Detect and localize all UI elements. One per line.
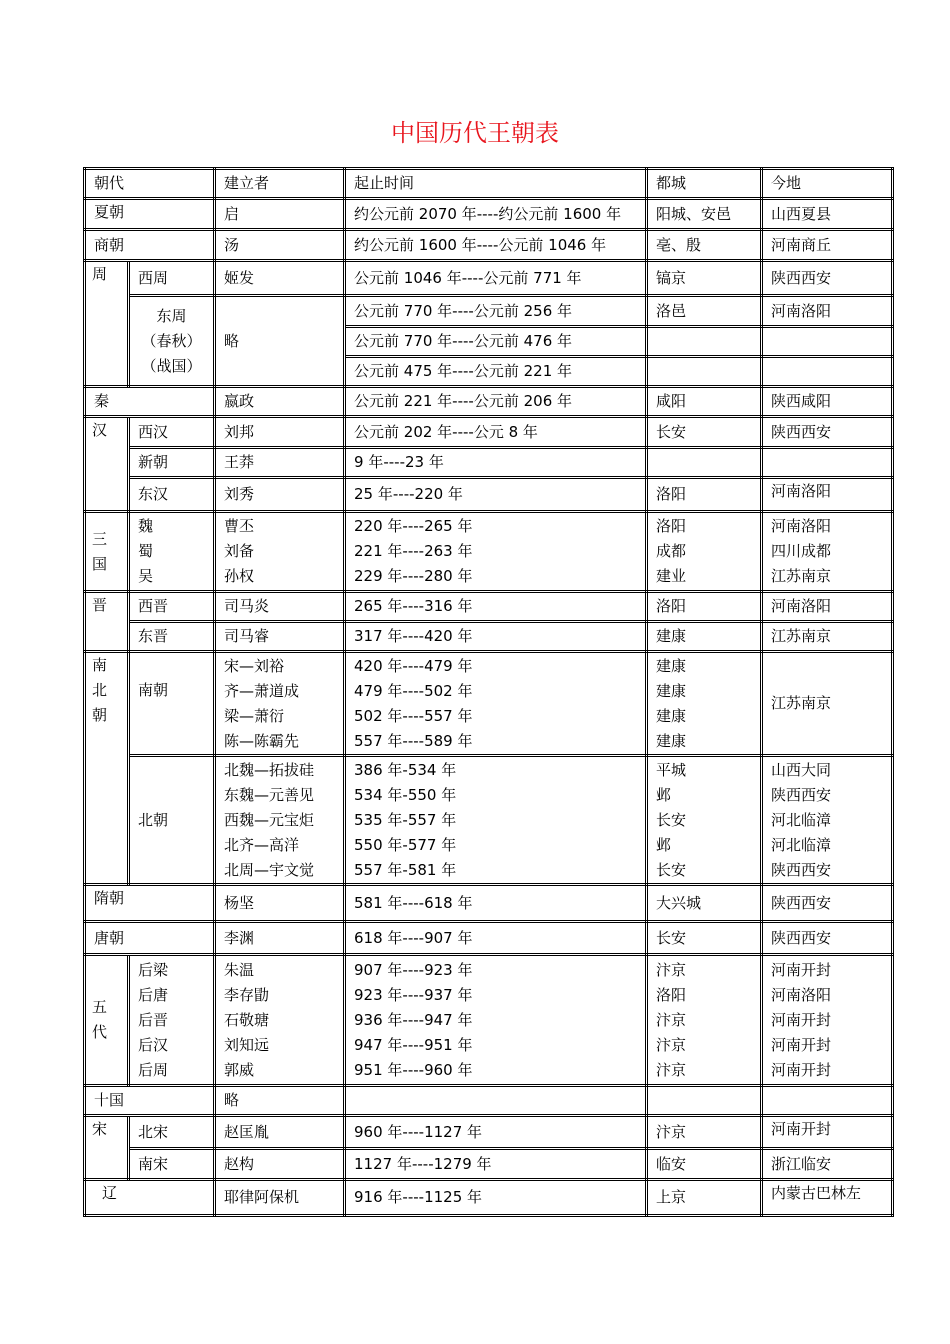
sub-dynasty-cell: 西汉: [129, 417, 215, 448]
capital-cell: 洛阳: [647, 592, 762, 622]
today-cell: [762, 357, 893, 387]
period-cell: 公元前 770 年----公元前 476 年: [345, 327, 647, 357]
capital-cell: 建康: [647, 622, 762, 652]
capital-cell: [647, 448, 762, 478]
founder-cell: 北魏—拓拔硅 东魏—元善见 西魏—元宝炬 北齐—高洋 北周—宇文觉: [215, 756, 345, 885]
dynasty-cell: 唐朝: [85, 922, 215, 955]
founder-cell: 朱温 李存勖 石敬瑭 刘知远 郭威: [215, 955, 345, 1086]
dynasty-cell: 十国: [85, 1086, 215, 1116]
founder-cell: 汤: [215, 230, 345, 261]
capital-cell: 洛阳: [647, 478, 762, 512]
table-row: [85, 448, 893, 478]
period-cell: 9 年----23 年: [345, 448, 647, 478]
period-cell: 317 年----420 年: [345, 622, 647, 652]
capital-cell: 镐京: [647, 261, 762, 296]
group-cell: 汉: [85, 417, 129, 512]
capital-cell: 平城 邺 长安 邺 长安: [647, 756, 762, 885]
sub-dynasty-cell: 东晋: [129, 622, 215, 652]
capital-cell: 咸阳: [647, 387, 762, 417]
dynasty-cell: 秦: [85, 387, 215, 417]
period-cell: 386 年-534 年 534 年-550 年 535 年-557 年 550 年-577 年 557 年-581 年: [345, 756, 647, 885]
period-cell: 265 年----316 年: [345, 592, 647, 622]
today-cell: 陕西西安: [762, 261, 893, 296]
header-period: 起止时间: [345, 169, 647, 199]
table-row: [85, 417, 893, 448]
today-cell: 河南开封 河南洛阳 河南开封 河南开封 河南开封: [762, 955, 893, 1086]
today-cell: 河南洛阳 四川成都 江苏南京: [762, 512, 893, 592]
capital-cell: 汴京: [647, 1116, 762, 1149]
header-founder: 建立者: [215, 169, 345, 199]
period-cell: 25 年----220 年: [345, 478, 647, 512]
period-cell: 约公元前 1600 年----公元前 1046 年: [345, 230, 647, 261]
group-cell: 晋: [85, 592, 129, 652]
founder-cell: 宋—刘裕 齐—萧道成 梁—萧衍 陈—陈霸先: [215, 652, 345, 756]
table-row: [85, 1086, 893, 1116]
founder-cell: 嬴政: [215, 387, 345, 417]
founder-cell: 赵构: [215, 1149, 345, 1180]
founder-cell: 启: [215, 199, 345, 230]
today-cell: 陕西咸阳: [762, 387, 893, 417]
today-cell: 河南商丘: [762, 230, 893, 261]
table-row: [85, 622, 893, 652]
period-cell: 916 年----1125 年: [345, 1180, 647, 1216]
today-cell: 陕西西安: [762, 922, 893, 955]
table-row: [85, 885, 893, 922]
founder-cell: 曹丕 刘备 孙权: [215, 512, 345, 592]
capital-cell: 长安: [647, 922, 762, 955]
sub-dynasty-cell: 魏 蜀 吴: [129, 512, 215, 592]
today-cell: 河南洛阳: [762, 592, 893, 622]
header-capital: 都城: [647, 169, 762, 199]
today-cell: 江苏南京: [762, 622, 893, 652]
founder-cell: 李渊: [215, 922, 345, 955]
table-row: [85, 261, 893, 296]
header-today: 今地: [762, 169, 893, 199]
period-cell: [345, 1086, 647, 1116]
capital-cell: 上京: [647, 1180, 762, 1216]
founder-cell: 刘秀: [215, 478, 345, 512]
table-row: [85, 592, 893, 622]
period-cell: 907 年----923 年 923 年----937 年 936 年----947 年 947 年----951 年 951 年----960 年: [345, 955, 647, 1086]
sub-dynasty-cell: 北朝: [129, 756, 215, 885]
period-cell: 公元前 221 年----公元前 206 年: [345, 387, 647, 417]
founder-cell: 杨坚: [215, 885, 345, 922]
today-cell: 内蒙古巴林左: [762, 1180, 893, 1216]
today-cell: 河南洛阳: [762, 478, 893, 512]
table-row: [85, 955, 893, 1086]
capital-cell: [647, 327, 762, 357]
period-cell: 1127 年----1279 年: [345, 1149, 647, 1180]
founder-cell: 司马睿: [215, 622, 345, 652]
group-cell: 周: [85, 261, 129, 387]
founder-cell: 略: [215, 1086, 345, 1116]
table-row: [85, 1149, 893, 1180]
capital-cell: 洛邑: [647, 296, 762, 327]
capital-cell: 临安: [647, 1149, 762, 1180]
sub-dynasty-cell: 东汉: [129, 478, 215, 512]
today-cell: 河南开封: [762, 1116, 893, 1149]
sub-dynasty-cell: 东周 （春秋） （战国）: [129, 296, 215, 387]
today-cell: 江苏南京: [762, 652, 893, 756]
founder-cell: 耶律阿保机: [215, 1180, 345, 1216]
sub-dynasty-cell: 南朝: [129, 652, 215, 756]
table-row: [85, 230, 893, 261]
founder-cell: 司马炎: [215, 592, 345, 622]
capital-cell: 阳城、安邑: [647, 199, 762, 230]
header-row: [85, 169, 893, 199]
table-row: [85, 756, 893, 885]
group-cell: 宋: [85, 1116, 129, 1180]
table-row: [85, 199, 893, 230]
period-cell: 960 年----1127 年: [345, 1116, 647, 1149]
period-cell: 公元前 770 年----公元前 256 年: [345, 296, 647, 327]
capital-cell: 长安: [647, 417, 762, 448]
today-cell: [762, 1086, 893, 1116]
capital-cell: [647, 357, 762, 387]
capital-cell: 汴京 洛阳 汴京 汴京 汴京: [647, 955, 762, 1086]
today-cell: [762, 448, 893, 478]
period-cell: 公元前 475 年----公元前 221 年: [345, 357, 647, 387]
group-cell: 南 北 朝: [85, 652, 129, 885]
capital-cell: 建康 建康 建康 建康: [647, 652, 762, 756]
table-row: [85, 512, 893, 592]
sub-dynasty-cell: 后梁 后唐 后晋 后汉 后周: [129, 955, 215, 1086]
sub-dynasty-cell: 新朝: [129, 448, 215, 478]
capital-cell: 大兴城: [647, 885, 762, 922]
dynasty-cell: 辽: [85, 1180, 215, 1216]
founder-cell: 王莽: [215, 448, 345, 478]
dynasty-cell: 商朝: [85, 230, 215, 261]
dynasty-cell: 夏朝: [85, 199, 215, 230]
period-cell: 420 年----479 年 479 年----502 年 502 年----557 年 557 年----589 年: [345, 652, 647, 756]
capital-cell: [647, 1086, 762, 1116]
today-cell: 山西大同 陕西西安 河北临漳 河北临漳 陕西西安: [762, 756, 893, 885]
sub-dynasty-cell: 西周: [129, 261, 215, 296]
founder-cell: 略: [215, 296, 345, 387]
page-title: 中国历代王朝表: [391, 119, 559, 147]
dynasty-table: [83, 167, 894, 1217]
dynasty-cell: 隋朝: [85, 885, 215, 922]
table-row: [85, 1180, 893, 1216]
founder-cell: 姬发: [215, 261, 345, 296]
today-cell: 陕西西安: [762, 417, 893, 448]
today-cell: 浙江临安: [762, 1149, 893, 1180]
today-cell: 河南洛阳: [762, 296, 893, 327]
capital-cell: 亳、殷: [647, 230, 762, 261]
sub-dynasty-cell: 北宋: [129, 1116, 215, 1149]
period-cell: 公元前 202 年----公元 8 年: [345, 417, 647, 448]
table-row: [85, 296, 893, 327]
period-cell: 581 年----618 年: [345, 885, 647, 922]
table-row: [85, 922, 893, 955]
sub-dynasty-cell: 南宋: [129, 1149, 215, 1180]
today-cell: [762, 327, 893, 357]
period-cell: 公元前 1046 年----公元前 771 年: [345, 261, 647, 296]
table-row: [85, 387, 893, 417]
table-row: [85, 478, 893, 512]
founder-cell: 刘邦: [215, 417, 345, 448]
group-cell: 五 代: [85, 955, 129, 1086]
group-cell: 三 国: [85, 512, 129, 592]
founder-cell: 赵匡胤: [215, 1116, 345, 1149]
period-cell: 618 年----907 年: [345, 922, 647, 955]
period-cell: 约公元前 2070 年----约公元前 1600 年: [345, 199, 647, 230]
today-cell: 陕西西安: [762, 885, 893, 922]
sub-dynasty-cell: 西晋: [129, 592, 215, 622]
today-cell: 山西夏县: [762, 199, 893, 230]
period-cell: 220 年----265 年 221 年----263 年 229 年----280 年: [345, 512, 647, 592]
table-row: [85, 652, 893, 756]
table-row: [85, 1116, 893, 1149]
capital-cell: 洛阳 成都 建业: [647, 512, 762, 592]
header-dynasty: 朝代: [85, 169, 215, 199]
